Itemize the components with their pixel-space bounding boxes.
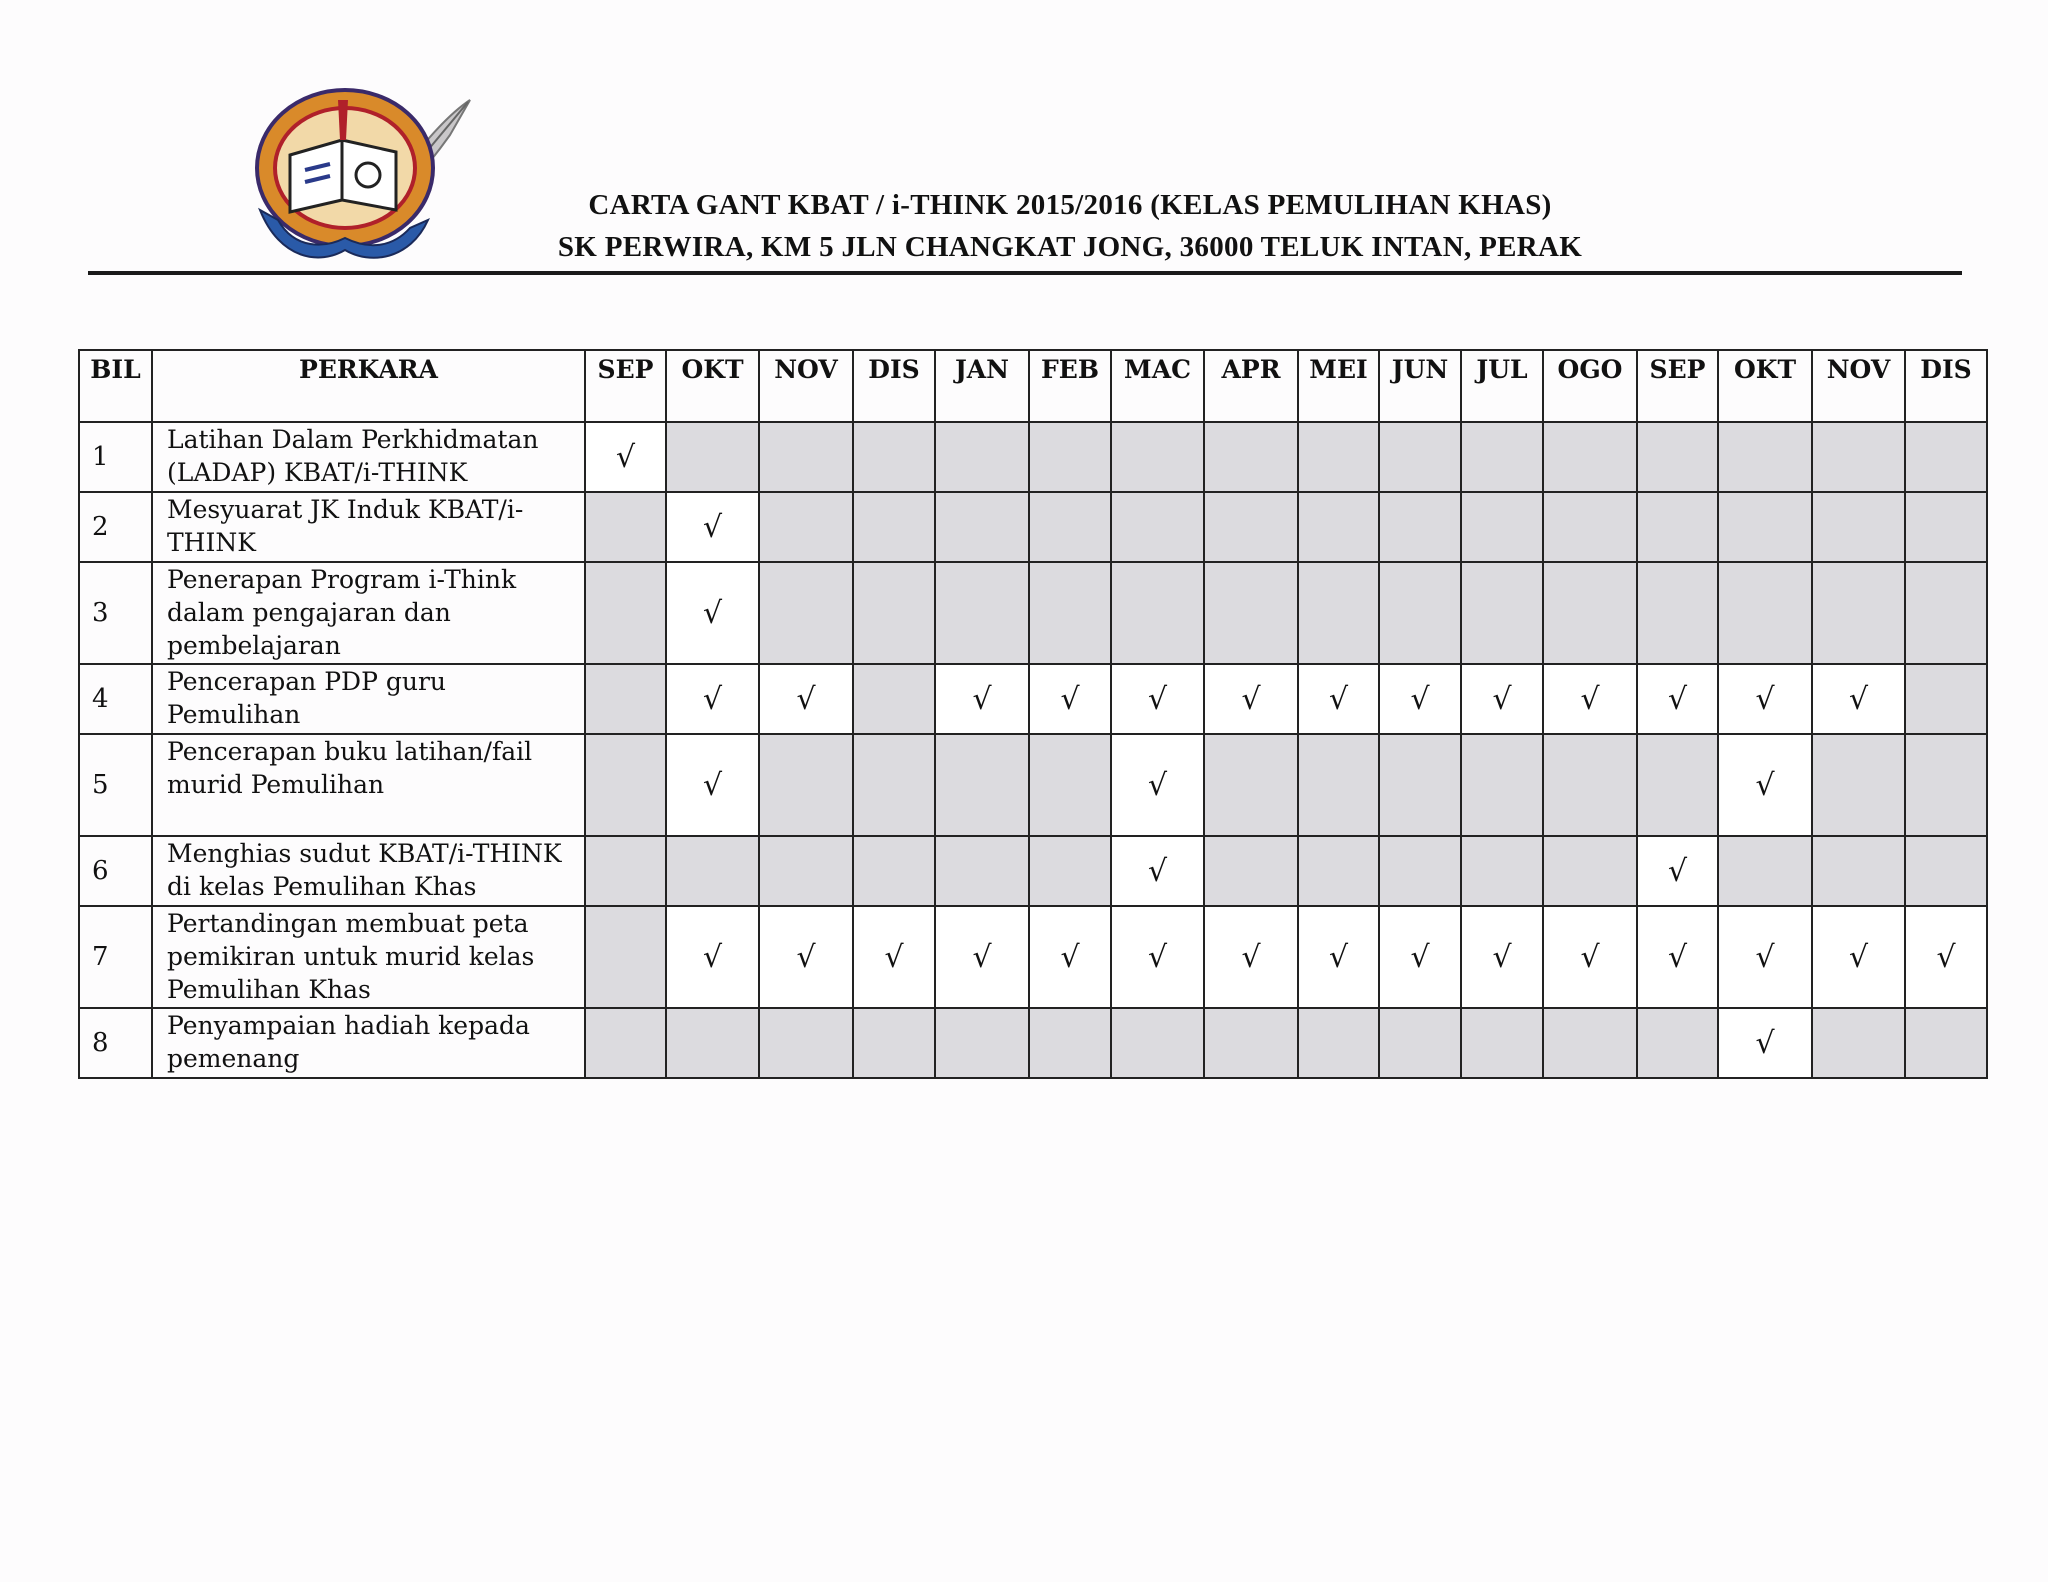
column-header-month: DIS xyxy=(1905,350,1987,422)
empty-cell xyxy=(1379,562,1461,664)
column-header-month: SEP xyxy=(1637,350,1718,422)
empty-cell xyxy=(1298,492,1379,562)
column-header-month: SEP xyxy=(585,350,666,422)
empty-cell xyxy=(1718,422,1812,492)
check-mark-cell: √ xyxy=(1111,734,1204,836)
check-mark-cell: √ xyxy=(1029,906,1111,1008)
empty-cell xyxy=(935,422,1029,492)
table-row xyxy=(79,562,1987,664)
empty-cell xyxy=(1298,422,1379,492)
empty-cell xyxy=(1637,734,1718,836)
empty-cell xyxy=(1029,1008,1111,1078)
row-number: 2 xyxy=(79,492,152,562)
column-header-month: JAN xyxy=(935,350,1029,422)
empty-cell xyxy=(1905,492,1987,562)
empty-cell xyxy=(1379,836,1461,906)
check-mark-cell: √ xyxy=(1718,1008,1812,1078)
empty-cell xyxy=(935,734,1029,836)
table-row xyxy=(79,1008,1987,1078)
empty-cell xyxy=(1204,422,1298,492)
empty-cell xyxy=(1111,562,1204,664)
empty-cell xyxy=(585,836,666,906)
row-number: 5 xyxy=(79,734,152,836)
check-mark-cell: √ xyxy=(1905,906,1987,1008)
title-line-1: CARTA GANT KBAT / i-THINK 2015/2016 (KELAS PEMULIHAN KHAS) xyxy=(588,189,1552,221)
header-row xyxy=(79,350,1987,422)
check-mark-cell: √ xyxy=(1718,906,1812,1008)
header-rule xyxy=(88,271,1962,275)
check-mark-cell: √ xyxy=(1111,906,1204,1008)
empty-cell xyxy=(1111,422,1204,492)
empty-cell xyxy=(585,562,666,664)
check-mark-cell: √ xyxy=(666,906,759,1008)
column-header-perkara: PERKARA xyxy=(152,350,585,422)
activity-name: Penerapan Program i-Think dalam pengajaran dan pembelajaran xyxy=(152,562,585,664)
empty-cell xyxy=(1637,422,1718,492)
table-row xyxy=(79,906,1987,1008)
empty-cell xyxy=(935,492,1029,562)
table-row xyxy=(79,492,1987,562)
empty-cell xyxy=(1298,734,1379,836)
empty-cell xyxy=(1812,1008,1905,1078)
empty-cell xyxy=(1379,422,1461,492)
empty-cell xyxy=(666,836,759,906)
check-mark-cell: √ xyxy=(759,664,853,734)
activity-name: Pertandingan membuat peta pemikiran untuk murid kelas Pemulihan Khas xyxy=(152,906,585,1008)
empty-cell xyxy=(1461,492,1543,562)
empty-cell xyxy=(1543,1008,1637,1078)
empty-cell xyxy=(1543,734,1637,836)
empty-cell xyxy=(1379,734,1461,836)
empty-cell xyxy=(1718,492,1812,562)
check-mark-cell: √ xyxy=(1111,836,1204,906)
document-title xyxy=(520,184,1620,268)
column-header-month: APR xyxy=(1204,350,1298,422)
activity-name: Latihan Dalam Perkhidmatan (LADAP) KBAT/i-THINK xyxy=(152,422,585,492)
empty-cell xyxy=(853,1008,935,1078)
empty-cell xyxy=(935,1008,1029,1078)
check-mark-cell: √ xyxy=(1812,906,1905,1008)
empty-cell xyxy=(585,906,666,1008)
empty-cell xyxy=(1905,836,1987,906)
empty-cell xyxy=(853,836,935,906)
empty-cell xyxy=(1905,664,1987,734)
empty-cell xyxy=(1718,562,1812,664)
empty-cell xyxy=(1461,1008,1543,1078)
empty-cell xyxy=(1204,1008,1298,1078)
empty-cell xyxy=(759,422,853,492)
empty-cell xyxy=(666,422,759,492)
empty-cell xyxy=(1718,836,1812,906)
empty-cell xyxy=(1298,562,1379,664)
activity-name: Pencerapan PDP guru Pemulihan xyxy=(152,664,585,734)
empty-cell xyxy=(1543,492,1637,562)
check-mark-cell: √ xyxy=(1379,664,1461,734)
check-mark-cell: √ xyxy=(666,734,759,836)
check-mark-cell: √ xyxy=(666,492,759,562)
empty-cell xyxy=(1461,836,1543,906)
empty-cell xyxy=(759,734,853,836)
empty-cell xyxy=(759,1008,853,1078)
empty-cell xyxy=(1298,836,1379,906)
empty-cell xyxy=(1905,734,1987,836)
empty-cell xyxy=(1204,562,1298,664)
empty-cell xyxy=(1905,1008,1987,1078)
table-row xyxy=(79,422,1987,492)
check-mark-cell: √ xyxy=(585,422,666,492)
empty-cell xyxy=(1029,422,1111,492)
check-mark-cell: √ xyxy=(1543,906,1637,1008)
check-mark-cell: √ xyxy=(1543,664,1637,734)
empty-cell xyxy=(853,562,935,664)
empty-cell xyxy=(1379,492,1461,562)
column-header-month: MAC xyxy=(1111,350,1204,422)
check-mark-cell: √ xyxy=(1111,664,1204,734)
table-row xyxy=(79,664,1987,734)
check-mark-cell: √ xyxy=(666,664,759,734)
check-mark-cell: √ xyxy=(1298,906,1379,1008)
activity-name: Mesyuarat JK Induk KBAT/i-THINK xyxy=(152,492,585,562)
column-header-month: OGO xyxy=(1543,350,1637,422)
empty-cell xyxy=(759,562,853,664)
row-number: 7 xyxy=(79,906,152,1008)
check-mark-cell: √ xyxy=(1812,664,1905,734)
empty-cell xyxy=(1029,836,1111,906)
row-number: 4 xyxy=(79,664,152,734)
column-header-month: DIS xyxy=(853,350,935,422)
empty-cell xyxy=(1812,562,1905,664)
table-row xyxy=(79,836,1987,906)
empty-cell xyxy=(1461,734,1543,836)
empty-cell xyxy=(759,836,853,906)
empty-cell xyxy=(853,422,935,492)
empty-cell xyxy=(1111,1008,1204,1078)
column-header-month: FEB xyxy=(1029,350,1111,422)
check-mark-cell: √ xyxy=(1461,906,1543,1008)
empty-cell xyxy=(585,664,666,734)
empty-cell xyxy=(853,664,935,734)
check-mark-cell: √ xyxy=(1718,734,1812,836)
empty-cell xyxy=(1637,492,1718,562)
column-header-month: JUL xyxy=(1461,350,1543,422)
empty-cell xyxy=(1029,492,1111,562)
column-header-month: MEI xyxy=(1298,350,1379,422)
activity-name: Penyampaian hadiah kepada pemenang xyxy=(152,1008,585,1078)
check-mark-cell: √ xyxy=(1637,906,1718,1008)
empty-cell xyxy=(585,492,666,562)
activity-name: Pencerapan buku latihan/fail murid Pemulihan xyxy=(152,734,585,836)
empty-cell xyxy=(1543,422,1637,492)
empty-cell xyxy=(853,492,935,562)
empty-cell xyxy=(935,562,1029,664)
gantt-table xyxy=(78,349,1988,1079)
check-mark-cell: √ xyxy=(853,906,935,1008)
check-mark-cell: √ xyxy=(1637,664,1718,734)
check-mark-cell: √ xyxy=(1718,664,1812,734)
empty-cell xyxy=(1111,492,1204,562)
row-number: 1 xyxy=(79,422,152,492)
column-header-month: OKT xyxy=(666,350,759,422)
empty-cell xyxy=(1204,734,1298,836)
column-header-month: NOV xyxy=(1812,350,1905,422)
column-header-month: OKT xyxy=(1718,350,1812,422)
empty-cell xyxy=(1461,422,1543,492)
empty-cell xyxy=(1029,734,1111,836)
empty-cell xyxy=(1029,562,1111,664)
empty-cell xyxy=(666,1008,759,1078)
empty-cell xyxy=(1905,422,1987,492)
empty-cell xyxy=(1543,562,1637,664)
empty-cell xyxy=(1379,1008,1461,1078)
empty-cell xyxy=(1812,734,1905,836)
empty-cell xyxy=(1298,1008,1379,1078)
check-mark-cell: √ xyxy=(1204,906,1298,1008)
empty-cell xyxy=(1461,562,1543,664)
check-mark-cell: √ xyxy=(935,664,1029,734)
check-mark-cell: √ xyxy=(935,906,1029,1008)
check-mark-cell: √ xyxy=(666,562,759,664)
empty-cell xyxy=(1812,836,1905,906)
check-mark-cell: √ xyxy=(1029,664,1111,734)
empty-cell xyxy=(585,1008,666,1078)
activity-name: Menghias sudut KBAT/i-THINK di kelas Pemulihan Khas xyxy=(152,836,585,906)
check-mark-cell: √ xyxy=(1461,664,1543,734)
title-line-2: SK PERWIRA, KM 5 JLN CHANGKAT JONG, 36000 TELUK INTAN, PERAK xyxy=(557,231,1583,263)
empty-cell xyxy=(1812,492,1905,562)
school-crest-logo xyxy=(250,60,475,275)
empty-cell xyxy=(935,836,1029,906)
empty-cell xyxy=(585,734,666,836)
empty-cell xyxy=(1204,492,1298,562)
check-mark-cell: √ xyxy=(1204,664,1298,734)
check-mark-cell: √ xyxy=(1298,664,1379,734)
empty-cell xyxy=(1812,422,1905,492)
empty-cell xyxy=(1543,836,1637,906)
row-number: 3 xyxy=(79,562,152,664)
column-header-bil: BIL xyxy=(79,350,152,422)
empty-cell xyxy=(1637,562,1718,664)
empty-cell xyxy=(1905,562,1987,664)
check-mark-cell: √ xyxy=(1637,836,1718,906)
empty-cell xyxy=(853,734,935,836)
check-mark-cell: √ xyxy=(1379,906,1461,1008)
empty-cell xyxy=(759,492,853,562)
column-header-month: JUN xyxy=(1379,350,1461,422)
table-row xyxy=(79,734,1987,836)
row-number: 6 xyxy=(79,836,152,906)
row-number: 8 xyxy=(79,1008,152,1078)
column-header-month: NOV xyxy=(759,350,853,422)
empty-cell xyxy=(1204,836,1298,906)
empty-cell xyxy=(1637,1008,1718,1078)
check-mark-cell: √ xyxy=(759,906,853,1008)
